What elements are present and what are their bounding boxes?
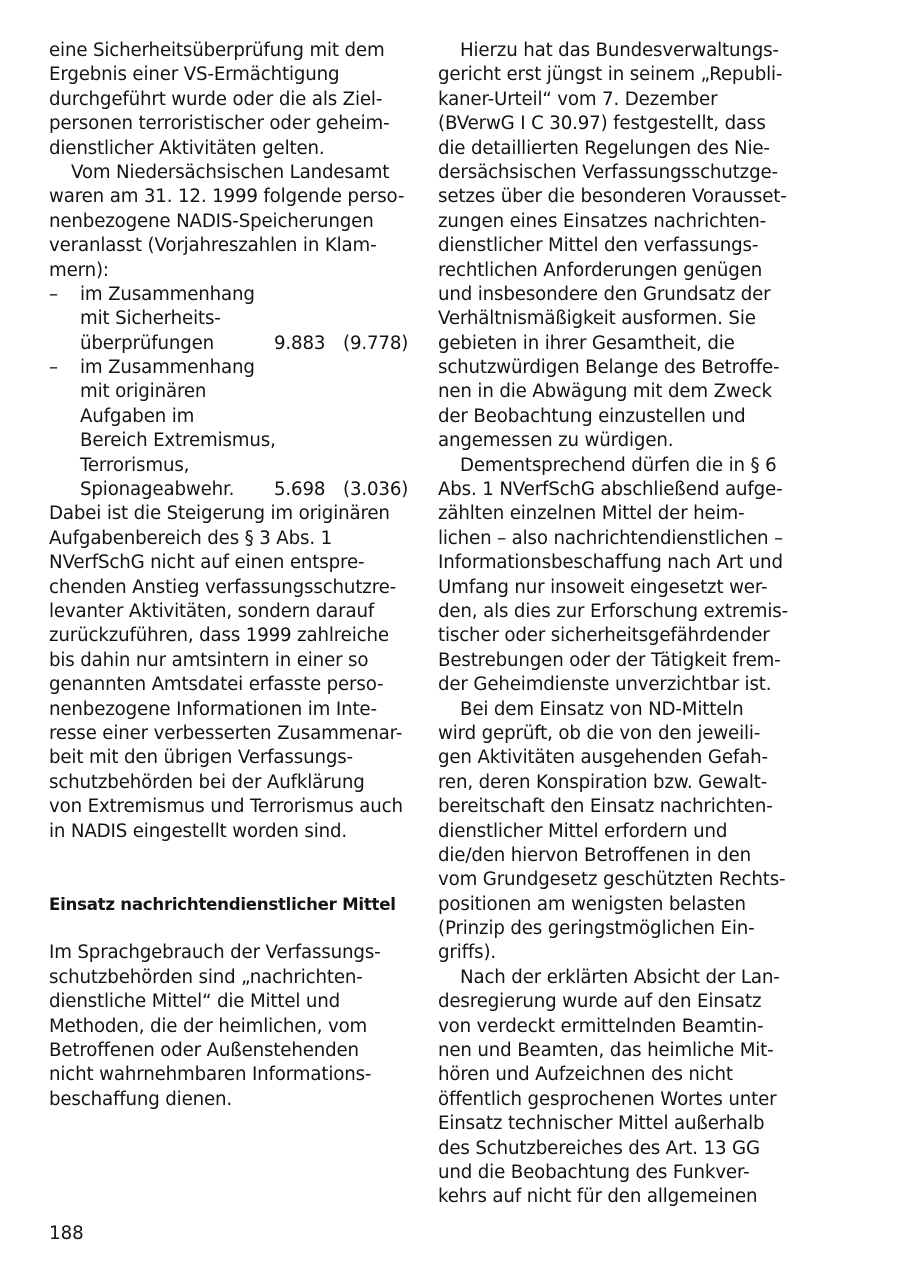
list-label: Spionageabwehr. xyxy=(80,479,235,501)
text-line: Bestrebungen oder der Tätigkeit frem- xyxy=(438,649,781,671)
text-line: veranlasst (Vorjahreszahlen in Klam- xyxy=(49,235,377,257)
list-label: mit Sicherheits- xyxy=(80,308,221,330)
blank-line xyxy=(49,868,409,892)
text-line: schutzbehörden bei der Aufklärung xyxy=(49,771,365,793)
list-line xyxy=(49,429,409,453)
text-line: in NADIS eingestellt worden sind. xyxy=(49,820,348,842)
text-line: Bei dem Einsatz von ND-Mitteln xyxy=(460,698,744,720)
list-line xyxy=(49,405,409,429)
text-line: bereitschaft den Einsatz nachrichten- xyxy=(438,796,773,818)
text-line: kehrs auf nicht für den allgemeinen xyxy=(438,1186,758,1208)
text-line: lichen – also nachrichtendienstlichen – xyxy=(438,527,783,549)
text-line: Im Sprachgebrauch der Verfassungs- xyxy=(49,942,381,964)
text-line: positionen am wenigsten belasten xyxy=(438,893,746,915)
list-label: mit originären xyxy=(80,381,207,403)
text-line: eine Sicherheitsüberprüfung mit dem xyxy=(49,40,385,61)
text-line: von verdeckt ermittelnden Beamtin- xyxy=(438,1015,764,1037)
text-line: zurückzuführen, dass 1999 zahlreiche xyxy=(49,625,389,647)
text-line: bis dahin nur amtsintern in einer so xyxy=(49,649,369,671)
text-line: zungen eines Einsatzes nachrichten- xyxy=(438,210,767,232)
text-line: Dabei ist die Steigerung im originären xyxy=(49,503,390,525)
text-line: NVerfSchG nicht auf einen entspre- xyxy=(49,552,365,574)
text-line: öffentlich gesprochenen Wortes unter xyxy=(438,1088,777,1110)
text-line: der Geheimdienste unverzichtbar ist. xyxy=(438,674,772,696)
text-line: griffs). xyxy=(438,942,497,964)
text-line: und die Beobachtung des Funkver- xyxy=(438,1161,750,1183)
text-line: tischer oder sicherheitsgefährdender xyxy=(438,625,770,647)
text-line: durchgeführt wurde oder die als Ziel- xyxy=(49,88,383,110)
list-label: Aufgaben im xyxy=(80,405,195,427)
text-line: angemessen zu würdigen. xyxy=(438,430,674,452)
text-line: rechtlichen Anforderungen genügen xyxy=(438,259,763,281)
text-line: Betroffenen oder Außenstehenden xyxy=(49,1040,359,1062)
text-line: beit mit den übrigen Verfassungs- xyxy=(49,747,353,769)
text-line: vom Grundgesetz geschützten Rechts- xyxy=(438,869,786,891)
right-column xyxy=(438,39,798,1210)
blank-line xyxy=(49,917,409,941)
text-line: genannten Amtsdatei erfasste perso- xyxy=(49,674,384,696)
text-line: levanter Aktivitäten, sondern darauf xyxy=(49,600,375,622)
page-number: 188 xyxy=(49,1223,84,1244)
text-line: hören und Aufzeichnen des nicht xyxy=(438,1064,733,1086)
stat-previous-year: (3.036) xyxy=(343,479,409,501)
text-line: nenbezogene NADIS-Speicherungen xyxy=(49,210,374,232)
text-line: schutzwürdigen Belange des Betroffe- xyxy=(438,357,780,379)
text-line: Dementsprechend dürfen die in § 6 xyxy=(460,454,777,476)
list-label: überprüfungen xyxy=(80,332,215,354)
blank-line xyxy=(49,844,409,868)
text-line: nen und Beamten, das heimliche Mit- xyxy=(438,1040,774,1062)
section-heading: Einsatz nachrichtendienstlicher Mittel xyxy=(49,894,396,914)
text-line: wird geprüft, ob die von den jeweili- xyxy=(438,722,761,744)
text-line: ren, deren Konspiration bzw. Gewalt- xyxy=(438,771,768,793)
list-line xyxy=(49,380,409,404)
text-line: dersächsischen Verfassungsschutzge- xyxy=(438,161,778,183)
text-line: waren am 31. 12. 1999 folgende perso- xyxy=(49,186,405,208)
text-line: beschaffung dienen. xyxy=(49,1088,233,1110)
text-line: Einsatz technischer Mittel außerhalb xyxy=(438,1113,765,1135)
stat-value: 9.883 xyxy=(274,332,326,354)
left-column xyxy=(49,39,409,1112)
text-line: nicht wahrnehmbaren Informations- xyxy=(49,1064,372,1086)
text-line: Hierzu hat das Bundesverwaltungs- xyxy=(460,40,779,61)
list-line xyxy=(49,307,409,331)
list-label: im Zusammenhang xyxy=(80,357,255,379)
text-line: nen in die Abwägung mit dem Zweck xyxy=(438,381,772,403)
text-line: (BVerwG I C 30.97) festgestellt, dass xyxy=(438,113,766,135)
text-line: gebieten in ihrer Gesamtheit, die xyxy=(438,332,735,354)
list-line xyxy=(49,454,409,478)
text-line: dienstliche Mittel“ die Mittel und xyxy=(49,991,341,1013)
text-line: Abs. 1 NVerfSchG abschließend aufge- xyxy=(438,479,783,501)
text-line: Informationsbeschaffung nach Art und xyxy=(438,552,783,574)
list-line xyxy=(49,478,409,502)
text-line: dienstlicher Aktivitäten gelten. xyxy=(49,137,325,159)
list-label: Bereich Extremismus, xyxy=(80,430,276,452)
stat-previous-year: (9.778) xyxy=(343,332,409,354)
text-line: Methoden, die der heimlichen, vom xyxy=(49,1015,368,1037)
text-line: der Beobachtung einzustellen und xyxy=(438,405,746,427)
text-line: des Schutzbereiches des Art. 13 GG xyxy=(438,1137,760,1159)
list-line xyxy=(49,283,409,307)
text-line: Vom Niedersächsischen Landesamt xyxy=(71,161,390,183)
text-line: desregierung wurde auf den Einsatz xyxy=(438,991,762,1013)
text-line: zählten einzelnen Mittel der heim- xyxy=(438,503,745,525)
text-line: Ergebnis einer VS-Ermächtigung xyxy=(49,64,340,86)
text-line: setzes über die besonderen Vorausset- xyxy=(438,186,787,208)
text-line: und insbesondere den Grundsatz der xyxy=(438,283,771,305)
text-line: (Prinzip des geringstmöglichen Ein- xyxy=(438,918,755,940)
text-line: Nach der erklärten Absicht der Lan- xyxy=(460,966,780,988)
text-line: schutzbehörden sind „nachrichten- xyxy=(49,966,363,988)
text-line: personen terroristischer oder geheim- xyxy=(49,113,390,135)
list-dash: – xyxy=(49,357,58,379)
text-line: kaner-Urteil“ vom 7. Dezember xyxy=(438,88,718,110)
text-line: dienstlicher Mittel erfordern und xyxy=(438,820,728,842)
text-line: mern): xyxy=(49,259,109,281)
text-line: dienstlicher Mittel den verfassungs- xyxy=(438,235,759,257)
list-label: Terrorismus, xyxy=(80,454,190,476)
text-line: gen Aktivitäten ausgehenden Gefah- xyxy=(438,747,768,769)
text-line: von Extremismus und Terrorismus auch xyxy=(49,796,403,818)
text-line: Verhältnismäßigkeit ausformen. Sie xyxy=(438,308,756,330)
text-line: Aufgabenbereich des § 3 Abs. 1 xyxy=(49,527,333,549)
text-line: resse einer verbesserten Zusammenar- xyxy=(49,722,403,744)
list-line xyxy=(49,356,409,380)
text-line: nenbezogene Informationen im Inte- xyxy=(49,698,377,720)
text-line: gericht erst jüngst in seinem „Republi- xyxy=(438,64,783,86)
stat-value: 5.698 xyxy=(274,479,326,501)
list-dash: – xyxy=(49,283,58,305)
text-line: die/den hiervon Betroffenen in den xyxy=(438,844,751,866)
text-line: chenden Anstieg verfassungsschutzre- xyxy=(49,576,397,598)
list-label: im Zusammenhang xyxy=(80,283,255,305)
text-line: den, als dies zur Erforschung extremis- xyxy=(438,600,789,622)
text-line: die detaillierten Regelungen des Nie- xyxy=(438,137,770,159)
list-line xyxy=(49,332,409,356)
text-line: Umfang nur insoweit eingesetzt wer- xyxy=(438,576,768,598)
